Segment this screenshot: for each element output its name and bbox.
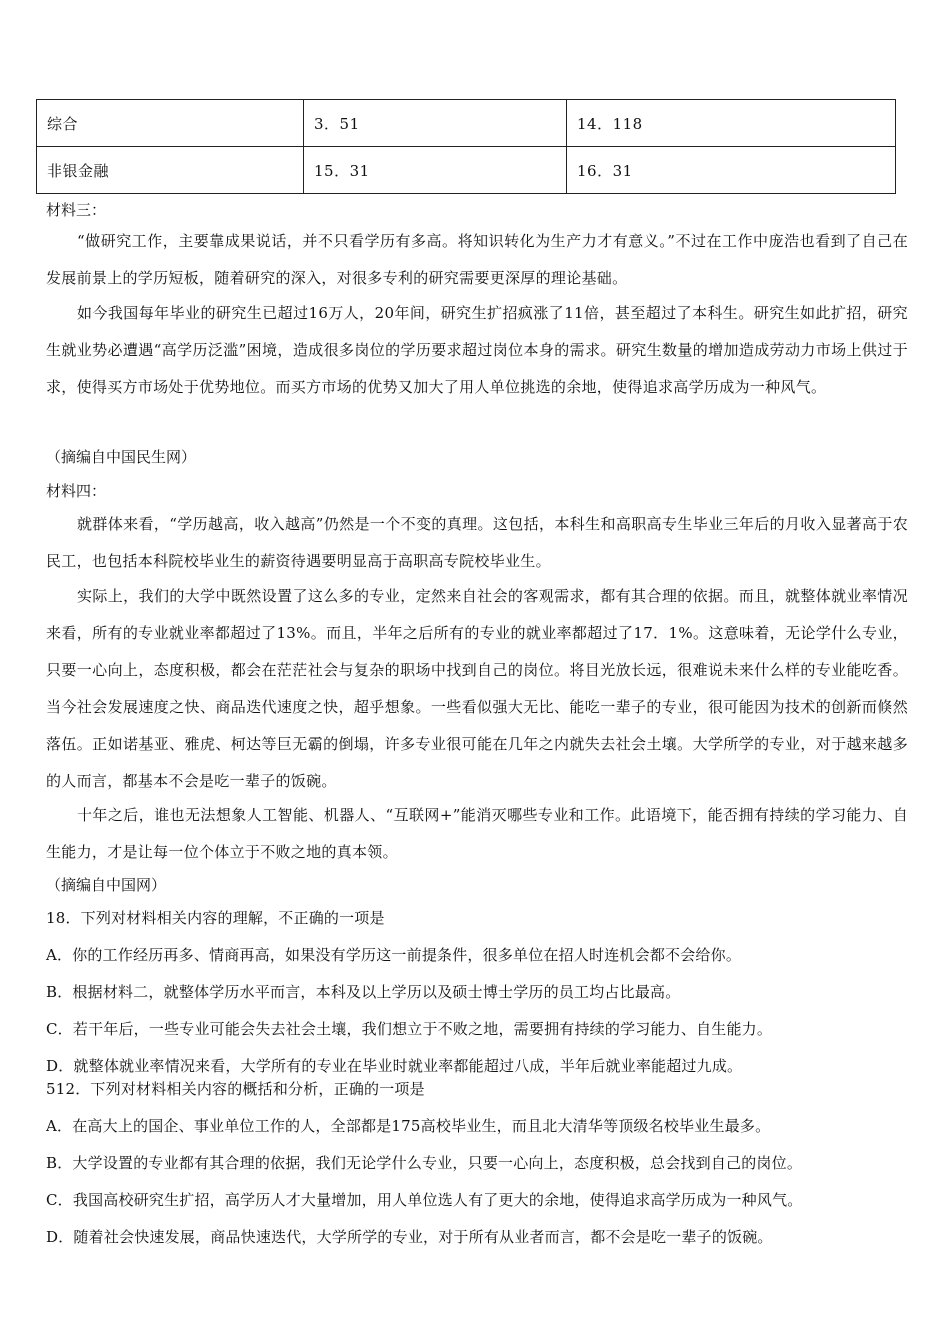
- table-cell: 非银金融: [37, 147, 304, 194]
- option-c: C．我国高校研究生扩招，高学历人才大量增加，用人单位选人有了更大的余地，使得追求高学历成为一种风气。: [46, 1191, 803, 1209]
- table-cell: 综合: [37, 100, 304, 147]
- material4-paragraph-2: 实际上，我们的大学中既然设置了这么多的专业，定然来自社会的客观需求，都有其合理的依据。而且，就整体就业率情况来看，所有的专业就业率都超过了13%。而且，半年之后所有的专业的就业率都超过了17．1%。这意味着，无论学什么专业，只要一心向上，态度积极，都会在茫茫社会与复杂的职场中找到自己的岗位。将目光放长远，很难说未来什么样的专业能吃香。当今社会发展速度之快、商品迭代速度之快，超乎想象。一些看似强大无比、能吃一辈子的专业，很可能因为技术的创新而倏然落伍。正如诺基亚、雅虎、柯达等巨无霸的倒塌，许多专业很可能在几年之内就失去社会土壤。大学所学的专业，对于越来越多的人而言，都基本不会是吃一辈子的饭碗。: [46, 587, 908, 790]
- option-a: A．你的工作经历再多、情商再高，如果没有学历这一前提条件，很多单位在招人时连机会都不会给你。: [46, 946, 742, 964]
- table-cell: 15．31: [304, 147, 567, 194]
- material3-source: （摘编自中国民生网）: [46, 448, 197, 466]
- material3-paragraph-1: “做研究工作，主要靠成果说话，并不只看学历有多高。将知识转化为生产力才有意义。”不过在工作中庞浩也看到了自己在发展前景上的学历短板，随着研究的深入，对很多专利的研究需要更深厚的理论基础。: [46, 232, 908, 287]
- material3-paragraph-2: 如今我国每年毕业的研究生已超过16万人，20年间，研究生扩招疯涨了11倍，甚至超过了本科生。研究生如此扩招，研究生就业势必遭遇“高学历泛滥”困境，造成很多岗位的学历要求超过岗位本身的需求。研究生数量的增加造成劳动力市场上供过于求，使得买方市场处于优势地位。而买方市场的优势又加大了用人单位挑选的余地，使得追求高学历成为一种风气。: [46, 304, 908, 396]
- question-stem: 18．下列对材料相关内容的理解，不正确的一项是: [46, 909, 385, 927]
- option-d: D．随着社会快速发展，商品快速迭代，大学所学的专业，对于所有从业者而言，都不会是吃一辈子的饭碗。: [46, 1228, 773, 1246]
- option-b: B．根据材料二，就整体学历水平而言，本科及以上学历以及硕士博士学历的员工均占比最高。: [46, 983, 681, 1001]
- material4-paragraph-3: 十年之后，谁也无法想象人工智能、机器人、“互联网+”能消灭哪些专业和工作。此语境下，能否拥有持续的学习能力、自生能力，才是让每一位个体立于不败之地的真本领。: [46, 806, 908, 861]
- data-table: [36, 99, 896, 194]
- question-512: [46, 1071, 908, 1256]
- material4-source: （摘编自中国网）: [46, 876, 167, 894]
- material4-label: 材料四：: [46, 482, 107, 500]
- option-b: B．大学设置的专业都有其合理的依据，我们无论学什么专业，只要一心向上，态度积极，总会找到自己的岗位。: [46, 1154, 803, 1172]
- question-18: [46, 900, 908, 1085]
- material4-paragraph-1: 就群体来看，“学历越高，收入越高”仍然是一个不变的真理。这包括，本科生和高职高专生毕业三年后的月收入显著高于农民工，也包括本科院校毕业生的薪资待遇要明显高于高职高专院校毕业生。: [46, 515, 908, 570]
- table-cell: 3．51: [304, 100, 567, 147]
- table-cell: 14．118: [567, 100, 896, 147]
- question-stem: 512．下列对材料相关内容的概括和分析，正确的一项是: [46, 1080, 425, 1098]
- option-a: A．在高大上的国企、事业单位工作的人，全部都是175高校毕业生，而且北大清华等顶级名校毕业生最多。: [46, 1117, 771, 1135]
- option-d: D．就整体就业率情况来看，大学所有的专业在毕业时就业率都能超过八成，半年后就业率能超过九成。: [46, 1057, 743, 1075]
- option-c: C．若干年后，一些专业可能会失去社会土壤，我们想立于不败之地，需要拥有持续的学习能力、自生能力。: [46, 1020, 773, 1038]
- material3-label: 材料三：: [46, 201, 107, 219]
- table-row: [37, 100, 896, 147]
- table-cell: 16．31: [567, 147, 896, 194]
- table-row: [37, 147, 896, 194]
